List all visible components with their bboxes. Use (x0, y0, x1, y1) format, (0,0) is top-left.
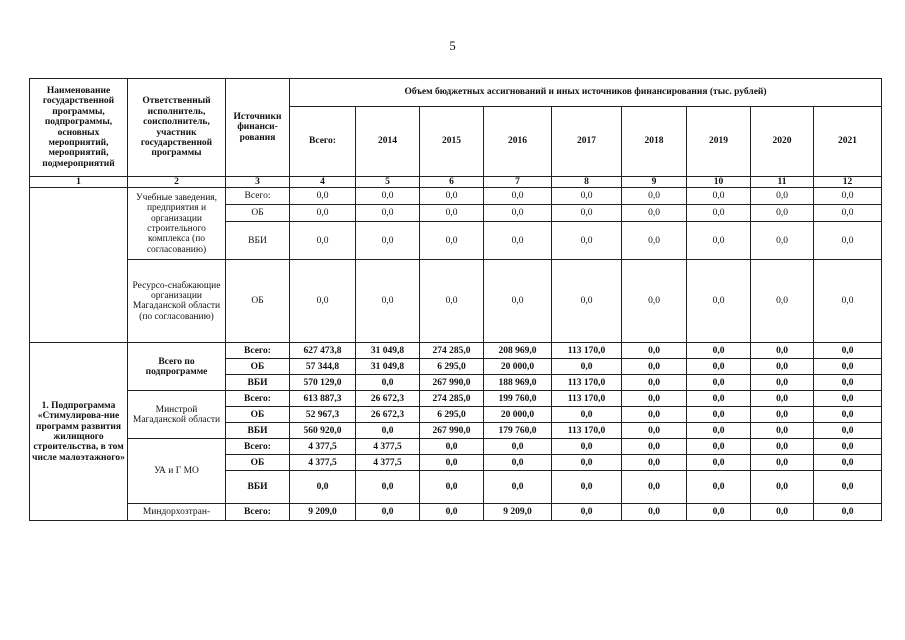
value-cell: 0,0 (420, 188, 484, 205)
value-cell: 0,0 (751, 188, 814, 205)
value-cell: 0,0 (552, 188, 622, 205)
value-cell: 0,0 (622, 391, 687, 407)
executor-cell: УА и Г МО (128, 439, 226, 504)
value-cell: 0,0 (814, 391, 882, 407)
value-cell: 0,0 (622, 504, 687, 521)
value-cell: 0,0 (687, 205, 751, 222)
table-row (30, 504, 882, 521)
header-year: 2019 (687, 107, 751, 177)
value-cell: 0,0 (814, 504, 882, 521)
value-cell: 31 049,8 (356, 359, 420, 375)
source-cell: Всего: (226, 504, 290, 521)
header-source: Источники финанси-рования (226, 79, 290, 177)
value-cell: 0,0 (622, 423, 687, 439)
value-cell: 0,0 (356, 375, 420, 391)
source-cell: ОБ (226, 359, 290, 375)
value-cell: 0,0 (687, 504, 751, 521)
value-cell: 0,0 (484, 205, 552, 222)
value-cell: 0,0 (484, 471, 552, 504)
header-year: 2014 (356, 107, 420, 177)
value-cell: 113 170,0 (552, 391, 622, 407)
value-cell: 274 285,0 (420, 343, 484, 359)
value-cell: 0,0 (622, 375, 687, 391)
value-cell: 0,0 (622, 359, 687, 375)
value-cell: 9 209,0 (484, 504, 552, 521)
column-number: 1 (30, 177, 128, 188)
value-cell: 6 295,0 (420, 407, 484, 423)
value-cell: 0,0 (622, 407, 687, 423)
value-cell: 0,0 (751, 343, 814, 359)
value-cell: 0,0 (420, 260, 484, 343)
value-cell: 0,0 (356, 471, 420, 504)
value-cell: 0,0 (622, 222, 687, 260)
value-cell: 0,0 (687, 407, 751, 423)
column-number: 3 (226, 177, 290, 188)
header-year: 2015 (420, 107, 484, 177)
source-cell: Всего: (226, 343, 290, 359)
value-cell: 179 760,0 (484, 423, 552, 439)
value-cell: 52 967,3 (290, 407, 356, 423)
value-cell: 0,0 (687, 222, 751, 260)
value-cell: 0,0 (552, 439, 622, 455)
value-cell: 0,0 (687, 260, 751, 343)
value-cell: 0,0 (622, 455, 687, 471)
header-total: Всего: (290, 107, 356, 177)
value-cell: 113 170,0 (552, 343, 622, 359)
column-number-row (30, 177, 882, 188)
source-cell: ВБИ (226, 471, 290, 504)
value-cell: 627 473,8 (290, 343, 356, 359)
executor-cell: Всего по подпрограмме (128, 343, 226, 391)
column-number: 9 (622, 177, 687, 188)
value-cell: 0,0 (751, 359, 814, 375)
value-cell: 0,0 (751, 375, 814, 391)
value-cell: 0,0 (814, 205, 882, 222)
value-cell: 570 129,0 (290, 375, 356, 391)
executor-cell: Ресурсо-снабжающие организации Магаданской области (по согласованию) (128, 260, 226, 343)
table-row (30, 260, 882, 343)
value-cell: 613 887,3 (290, 391, 356, 407)
value-cell: 0,0 (552, 504, 622, 521)
header-year: 2020 (751, 107, 814, 177)
value-cell: 4 377,5 (290, 439, 356, 455)
value-cell: 0,0 (814, 423, 882, 439)
value-cell: 267 990,0 (420, 423, 484, 439)
value-cell: 0,0 (290, 260, 356, 343)
value-cell: 0,0 (751, 423, 814, 439)
column-number: 8 (552, 177, 622, 188)
value-cell: 0,0 (687, 391, 751, 407)
value-cell: 0,0 (814, 407, 882, 423)
header-executor: Ответственный исполнитель, соисполнитель, участник государственной программы (128, 79, 226, 177)
value-cell: 4 377,5 (290, 455, 356, 471)
value-cell: 0,0 (420, 455, 484, 471)
subprogram-name-cell: 1. Подпрограмма «Стимулирова-ние программ развития жилищного строительства, в том числе малоэтажного» (30, 343, 128, 521)
value-cell: 0,0 (751, 205, 814, 222)
value-cell: 0,0 (751, 391, 814, 407)
value-cell: 0,0 (687, 439, 751, 455)
value-cell: 113 170,0 (552, 423, 622, 439)
value-cell: 0,0 (687, 188, 751, 205)
source-cell: ОБ (226, 407, 290, 423)
value-cell: 0,0 (622, 471, 687, 504)
value-cell: 0,0 (420, 471, 484, 504)
value-cell: 274 285,0 (420, 391, 484, 407)
value-cell: 0,0 (552, 455, 622, 471)
value-cell: 26 672,3 (356, 391, 420, 407)
value-cell: 20 000,0 (484, 407, 552, 423)
header-year: 2016 (484, 107, 552, 177)
value-cell: 0,0 (552, 222, 622, 260)
value-cell: 0,0 (687, 471, 751, 504)
value-cell: 0,0 (290, 205, 356, 222)
value-cell: 0,0 (622, 188, 687, 205)
value-cell: 26 672,3 (356, 407, 420, 423)
value-cell: 113 170,0 (552, 375, 622, 391)
value-cell: 0,0 (356, 188, 420, 205)
column-number: 6 (420, 177, 484, 188)
value-cell: 31 049,8 (356, 343, 420, 359)
value-cell: 20 000,0 (484, 359, 552, 375)
value-cell: 0,0 (484, 260, 552, 343)
value-cell: 0,0 (814, 455, 882, 471)
column-number: 12 (814, 177, 882, 188)
executor-cell: Миндорхозтран- (128, 504, 226, 521)
value-cell: 188 969,0 (484, 375, 552, 391)
value-cell: 0,0 (622, 260, 687, 343)
value-cell: 0,0 (814, 375, 882, 391)
value-cell: 0,0 (751, 222, 814, 260)
value-cell: 0,0 (420, 205, 484, 222)
source-cell: ОБ (226, 260, 290, 343)
value-cell: 0,0 (356, 260, 420, 343)
value-cell: 0,0 (552, 407, 622, 423)
value-cell: 0,0 (687, 375, 751, 391)
source-cell: ВБИ (226, 222, 290, 260)
value-cell: 0,0 (687, 455, 751, 471)
value-cell: 0,0 (290, 471, 356, 504)
source-cell: ВБИ (226, 375, 290, 391)
value-cell: 0,0 (356, 222, 420, 260)
executor-cell: Учебные заведения, предприятия и организации строительного комплекса (по согласованию) (128, 188, 226, 260)
column-number: 5 (356, 177, 420, 188)
value-cell: 9 209,0 (290, 504, 356, 521)
value-cell: 0,0 (622, 205, 687, 222)
value-cell: 0,0 (290, 188, 356, 205)
value-cell: 0,0 (814, 471, 882, 504)
value-cell: 6 295,0 (420, 359, 484, 375)
value-cell: 208 969,0 (484, 343, 552, 359)
value-cell: 0,0 (751, 407, 814, 423)
column-number: 2 (128, 177, 226, 188)
executor-cell: Минстрой Магаданской области (128, 391, 226, 439)
header-year: 2018 (622, 107, 687, 177)
table-row (30, 343, 882, 359)
column-number: 4 (290, 177, 356, 188)
value-cell: 0,0 (484, 455, 552, 471)
value-cell: 0,0 (420, 222, 484, 260)
value-cell: 0,0 (622, 343, 687, 359)
value-cell: 0,0 (814, 439, 882, 455)
value-cell: 0,0 (356, 423, 420, 439)
value-cell: 0,0 (814, 222, 882, 260)
source-cell: ВБИ (226, 423, 290, 439)
value-cell: 267 990,0 (420, 375, 484, 391)
value-cell: 0,0 (552, 471, 622, 504)
value-cell: 0,0 (687, 423, 751, 439)
value-cell: 0,0 (751, 439, 814, 455)
value-cell: 57 344,8 (290, 359, 356, 375)
source-cell: ОБ (226, 205, 290, 222)
value-cell: 0,0 (484, 222, 552, 260)
value-cell: 199 760,0 (484, 391, 552, 407)
value-cell: 0,0 (484, 439, 552, 455)
empty-name-cell (30, 188, 128, 343)
column-number: 10 (687, 177, 751, 188)
value-cell: 0,0 (751, 455, 814, 471)
value-cell: 4 377,5 (356, 455, 420, 471)
source-cell: Всего: (226, 439, 290, 455)
source-cell: ОБ (226, 455, 290, 471)
page-number: 5 (449, 38, 456, 53)
header-year: 2021 (814, 107, 882, 177)
column-number: 11 (751, 177, 814, 188)
header-year: 2017 (552, 107, 622, 177)
value-cell: 0,0 (814, 359, 882, 375)
header-budget: Объем бюджетных ассигнований и иных источников финансирования (тыс. рублей) (290, 79, 882, 107)
value-cell: 0,0 (622, 439, 687, 455)
value-cell: 0,0 (552, 205, 622, 222)
value-cell: 0,0 (552, 359, 622, 375)
source-cell: Всего: (226, 188, 290, 205)
table-row (30, 188, 882, 205)
value-cell: 0,0 (751, 260, 814, 343)
column-number: 7 (484, 177, 552, 188)
value-cell: 0,0 (814, 188, 882, 205)
value-cell: 0,0 (420, 439, 484, 455)
table-row (30, 391, 882, 407)
value-cell: 0,0 (356, 504, 420, 521)
value-cell: 0,0 (687, 359, 751, 375)
value-cell: 0,0 (420, 504, 484, 521)
value-cell: 0,0 (687, 343, 751, 359)
value-cell: 0,0 (356, 205, 420, 222)
value-cell: 0,0 (814, 343, 882, 359)
table-row (30, 439, 882, 455)
value-cell: 0,0 (552, 260, 622, 343)
budget-table (29, 78, 882, 521)
value-cell: 0,0 (290, 222, 356, 260)
value-cell: 0,0 (814, 260, 882, 343)
value-cell: 560 920,0 (290, 423, 356, 439)
value-cell: 4 377,5 (356, 439, 420, 455)
value-cell: 0,0 (751, 504, 814, 521)
source-cell: Всего: (226, 391, 290, 407)
header-name: Наименование государственной программы, подпрограммы, основных мероприятий, мероприятий, подмероприятий (30, 79, 128, 177)
value-cell: 0,0 (751, 471, 814, 504)
value-cell: 0,0 (484, 188, 552, 205)
